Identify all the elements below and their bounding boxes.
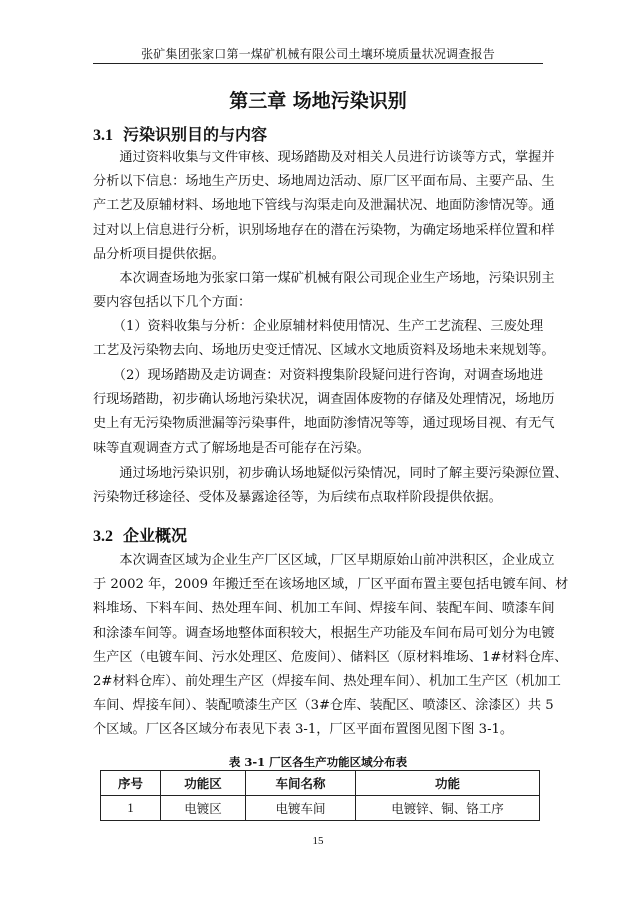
text-line: 2#材料仓库）、前处理生产区（焊接车间、热处理车间）、机加工生产区（机加工	[93, 674, 561, 690]
column-header-index: 序号	[101, 771, 161, 796]
text-line: 工艺及污染物去向、场地历史变迁情况、区域水文地质资料及场地未来规划等。	[93, 343, 555, 359]
table-header-row	[101, 771, 540, 796]
paragraph-item-2	[93, 364, 555, 461]
running-header: 张矿集团张家口第一煤矿机械有限公司土壤环境质量状况调查报告	[141, 47, 495, 61]
paragraph-purpose	[93, 146, 555, 267]
paragraph-enterprise-overview	[93, 549, 569, 743]
text-line: 污染物迁移途径、受体及暴露途径等，为后续布点取样阶段提供依据。	[93, 490, 502, 506]
text-line: 过对以上信息进行分析，识别场地存在的潜在污染物，为确定场地采样位置和样	[93, 222, 555, 238]
text-line: 行现场踏勘，初步确认场地污染状况，调查固体废物的存储及处理情况，场地历	[93, 392, 555, 408]
column-header-workshop: 车间名称	[246, 771, 356, 796]
table-cell: 电镀车间	[246, 796, 356, 821]
column-header-area: 功能区	[161, 771, 246, 796]
section-number: 3.2	[93, 528, 113, 545]
column-header-function: 功能	[356, 771, 540, 796]
text-line: 通过资料收集与文件审核、现场踏勘及对相关人员进行访谈等方式，掌握并	[93, 150, 555, 165]
section-title-text: 污染识别目的与内容	[123, 125, 268, 144]
text-line: 生产区（电镀车间、污水处理区、危废间）、储料区（原材料堆场、1#材料仓库、	[93, 649, 568, 665]
text-line: （2）现场踏勘及走访调查：对资料搜集阶段疑问进行咨询，对调查场地进	[93, 368, 544, 383]
text-line: 要内容包括以下几个方面：	[93, 295, 252, 311]
text-line: 味等直观调查方式了解场地是否可能存在污染。	[93, 440, 370, 456]
text-line: 于 2002 年，2009 年搬迁至在该场地区域，厂区平面布置主要包括电镀车间、材	[93, 577, 569, 593]
table-cell: 电镀区	[161, 796, 246, 821]
table-caption: 表 3-1 厂区各生产功能区域分布表	[228, 755, 408, 769]
paragraph-item-1	[93, 315, 555, 363]
text-line: 和涂漆车间等。调查场地整体面积较大，根据生产功能及车间布局可划分为电镀	[93, 625, 555, 641]
text-line: 史上有无污染物质泄漏等污染事件，地面防渗情况等等，通过现场目视、有无气	[93, 416, 555, 432]
text-line: 车间、焊接车间）、装配喷漆生产区（3#仓库、装配区、喷漆区、涂漆区）共 5	[93, 698, 554, 714]
text-line: 个区域。厂区各区域分布表见下表 3-1，厂区平面布置图见图下图 3-1。	[93, 722, 514, 738]
function-area-table	[100, 770, 540, 821]
section-title-text: 企业概况	[123, 526, 188, 545]
header-divider	[93, 63, 543, 64]
text-line: （1）资料收集与分析：企业原辅材料使用情况、生产工艺流程、三废处理	[93, 319, 544, 334]
section-heading-3-2	[93, 523, 187, 546]
text-line: 品分析项目提供依据。	[93, 246, 225, 262]
text-line: 本次调查区域为企业生产厂区区域，厂区早期原始山前冲洪积区，企业成立	[93, 553, 555, 568]
paragraph-scope	[93, 267, 555, 315]
paragraph-summary	[93, 462, 568, 510]
text-line: 本次调查场地为张家口第一煤矿机械有限公司现企业生产场地，污染识别主	[93, 271, 555, 286]
text-line: 分析以下信息：场地生产历史、场地周边活动、原厂区平面布局、主要产品、生	[93, 174, 555, 190]
table-row	[101, 796, 540, 821]
text-line: 通过场地污染识别，初步确认场地疑似污染情况，同时了解主要污染源位置、	[93, 466, 568, 481]
page-number: 15	[312, 835, 324, 847]
table-cell: 1	[101, 796, 161, 821]
section-number: 3.1	[93, 127, 113, 144]
section-heading-3-1	[93, 122, 267, 145]
text-line: 料堆场、下料车间、热处理车间、机加工车间、焊接车间、装配车间、喷漆车间	[93, 601, 555, 617]
table-cell: 电镀锌、铜、铬工序	[356, 796, 540, 821]
text-line: 产工艺及原辅材料、场地地下管线与沟渠走向及泄漏状况、地面防渗情况等。通	[93, 198, 555, 214]
chapter-title: 第三章 场地污染识别	[229, 90, 407, 112]
